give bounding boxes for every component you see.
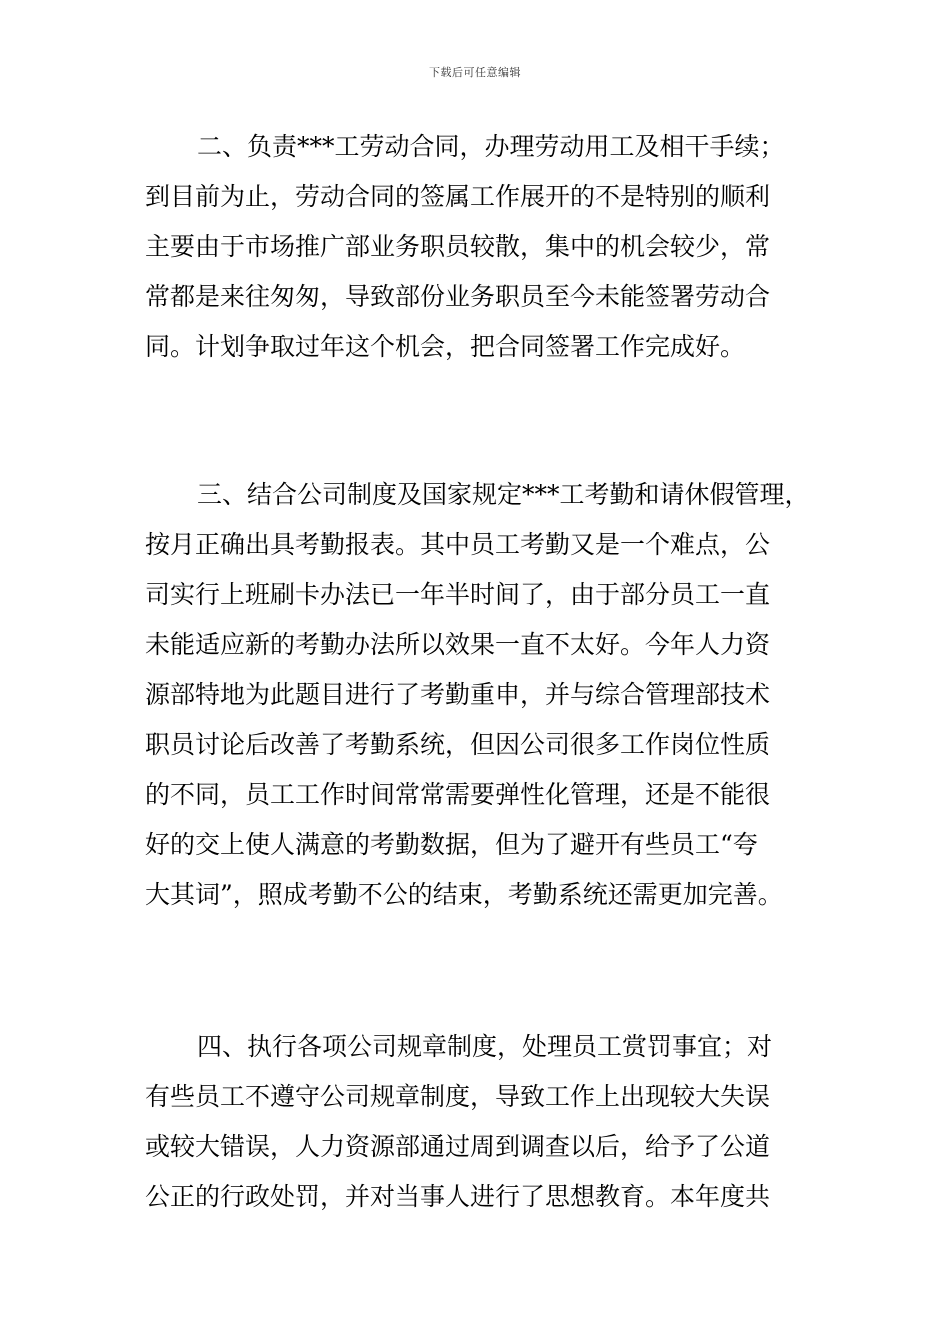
paragraph-line: 同。计划争取过年这个机会，把合同签署工作完成好。 [145, 332, 746, 361]
paragraph-rules-discipline [145, 1022, 810, 1222]
paragraph-line: 职员讨论后改善了考勤系统，但因公司很多工作岗位性质 [145, 730, 771, 759]
paragraph-line: 二、负责***工劳动合同，办理劳动用工及相干手续； [197, 132, 785, 161]
paragraph-line: 公正的行政处罚，并对当事人进行了思想教育。本年度共 [145, 1182, 771, 1211]
paragraph-line: 按月正确出具考勤报表。其中员工考勤又是一个难点，公 [145, 530, 771, 559]
paragraph-line: 好的交上使人满意的考勤数据，但为了避开有些员工“夸 [145, 830, 758, 859]
header-note: 下载后可任意编辑 [429, 66, 521, 79]
paragraph-labor-contracts [145, 122, 810, 372]
paragraph-line: 未能适应新的考勤办法所以效果一直不太好。今年人力资 [145, 630, 771, 659]
paragraph-line: 或较大错误，人力资源部通过周到调查以后，给予了公道 [145, 1132, 771, 1161]
paragraph-line: 的不同，员工工作时间常常需要弹性化管理，还是不能很 [145, 780, 771, 809]
paragraph-line: 常都是来往匆匆，导致部份业务职员至今未能签署劳动合 [145, 282, 771, 311]
paragraph-line: 大其词”，照成考勤不公的结束，考勤系统还需更加完善。 [145, 880, 783, 909]
paragraph-line: 主要由于市场推广部业务职员较散，集中的机会较少，常 [145, 232, 771, 261]
paragraph-line: 有些员工不遵守公司规章制度，导致工作上出现较大失误 [145, 1082, 771, 1111]
paragraph-line: 源部特地为此题目进行了考勤重申，并与综合管理部技术 [145, 680, 771, 709]
paragraph-line: 三、结合公司制度及国家规定***工考勤和请休假管理， [197, 480, 810, 509]
paragraph-line: 四、执行各项公司规章制度，处理员工赏罚事宜；对 [197, 1032, 773, 1061]
paragraph-line: 司实行上班刷卡办法已一年半时间了，由于部分员工一直 [145, 580, 771, 609]
paragraph-line: 到目前为止，劳动合同的签属工作展开的不是特别的顺利 [145, 182, 771, 211]
paragraph-attendance [145, 470, 810, 920]
